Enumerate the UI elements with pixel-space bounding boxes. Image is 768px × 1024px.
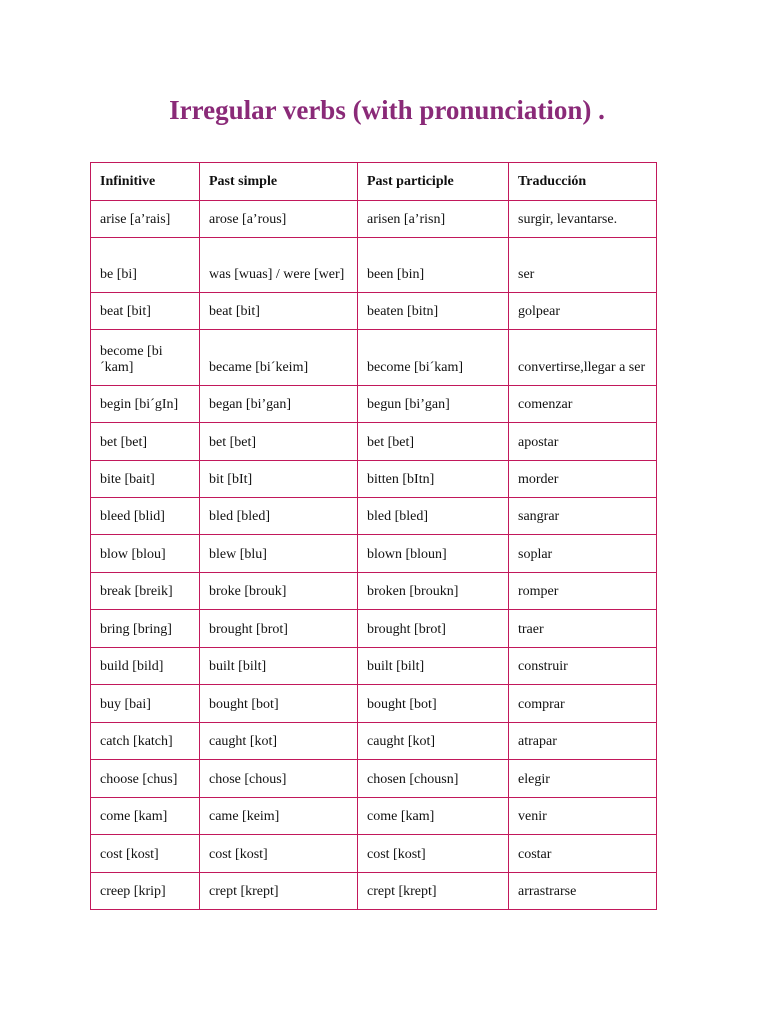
cell-past-simple: cost [kost]	[200, 835, 358, 873]
cell-past-participle: been [bin]	[358, 238, 509, 293]
header-infinitive: Infinitive	[91, 163, 200, 201]
cell-past-simple: broke [brouk]	[200, 573, 358, 610]
table-row	[91, 610, 657, 648]
table-row	[91, 201, 657, 238]
irregular-verbs-table	[90, 162, 657, 910]
cell-past-simple: blew [blu]	[200, 535, 358, 573]
cell-infinitive: begin [bi´gIn]	[91, 386, 200, 423]
cell-infinitive: creep [krip]	[91, 873, 200, 910]
cell-past-participle: become [bi´kam]	[358, 330, 509, 386]
cell-infinitive: buy [bai]	[91, 685, 200, 723]
table-row	[91, 386, 657, 423]
cell-past-simple: caught [kot]	[200, 723, 358, 760]
cell-past-participle: built [bilt]	[358, 648, 509, 685]
cell-traduccion: traer	[509, 610, 657, 648]
cell-infinitive: bite [bait]	[91, 461, 200, 498]
cell-past-simple: bit [bIt]	[200, 461, 358, 498]
cell-infinitive: beat [bit]	[91, 293, 200, 330]
header-past-simple: Past simple	[200, 163, 358, 201]
cell-past-participle: bled [bled]	[358, 498, 509, 535]
cell-past-simple: came [keim]	[200, 798, 358, 835]
cell-past-simple: bet [bet]	[200, 423, 358, 461]
cell-traduccion: atrapar	[509, 723, 657, 760]
cell-past-participle: blown [bloun]	[358, 535, 509, 573]
cell-past-simple: became [bi´keim]	[200, 330, 358, 386]
table-row	[91, 238, 657, 293]
table-row	[91, 535, 657, 573]
cell-infinitive: bet [bet]	[91, 423, 200, 461]
cell-past-simple: arose [a’rous]	[200, 201, 358, 238]
cell-infinitive: choose [chus]	[91, 760, 200, 798]
cell-traduccion: comprar	[509, 685, 657, 723]
table-row	[91, 760, 657, 798]
cell-infinitive: bring [bring]	[91, 610, 200, 648]
cell-past-participle: bought [bot]	[358, 685, 509, 723]
cell-traduccion: romper	[509, 573, 657, 610]
cell-traduccion: comenzar	[509, 386, 657, 423]
table-row	[91, 648, 657, 685]
table-row	[91, 685, 657, 723]
cell-past-simple: bought [bot]	[200, 685, 358, 723]
header-traduccion: Traducción	[509, 163, 657, 201]
table-header-row	[91, 163, 657, 201]
cell-traduccion: golpear	[509, 293, 657, 330]
cell-past-participle: crept [krept]	[358, 873, 509, 910]
cell-traduccion: ser	[509, 238, 657, 293]
table-row	[91, 835, 657, 873]
cell-traduccion: apostar	[509, 423, 657, 461]
table-row	[91, 498, 657, 535]
cell-past-simple: bled [bled]	[200, 498, 358, 535]
cell-past-participle: come [kam]	[358, 798, 509, 835]
cell-past-participle: chosen [chousn]	[358, 760, 509, 798]
table-row	[91, 798, 657, 835]
cell-past-simple: began [bi’gan]	[200, 386, 358, 423]
cell-past-simple: chose [chous]	[200, 760, 358, 798]
cell-past-participle: bet [bet]	[358, 423, 509, 461]
cell-past-participle: brought [brot]	[358, 610, 509, 648]
table-row	[91, 330, 657, 386]
cell-past-participle: broken [broukn]	[358, 573, 509, 610]
cell-traduccion: soplar	[509, 535, 657, 573]
cell-infinitive: build [bild]	[91, 648, 200, 685]
table-row	[91, 723, 657, 760]
cell-infinitive: cost [kost]	[91, 835, 200, 873]
cell-past-simple: was [wuas] / were [wer]	[200, 238, 358, 293]
table-row	[91, 293, 657, 330]
cell-traduccion: morder	[509, 461, 657, 498]
cell-traduccion: convertirse,llegar a ser	[509, 330, 657, 386]
cell-past-participle: bitten [bItn]	[358, 461, 509, 498]
cell-traduccion: costar	[509, 835, 657, 873]
cell-past-participle: begun [bi’gan]	[358, 386, 509, 423]
cell-infinitive: come [kam]	[91, 798, 200, 835]
table-row	[91, 873, 657, 910]
cell-past-participle: caught [kot]	[358, 723, 509, 760]
cell-past-simple: beat [bit]	[200, 293, 358, 330]
cell-past-participle: arisen [a’risn]	[358, 201, 509, 238]
cell-infinitive: catch [katch]	[91, 723, 200, 760]
cell-infinitive: arise [a’rais]	[91, 201, 200, 238]
table-row	[91, 423, 657, 461]
cell-past-simple: brought [brot]	[200, 610, 358, 648]
cell-traduccion: venir	[509, 798, 657, 835]
cell-traduccion: construir	[509, 648, 657, 685]
header-past-participle: Past participle	[358, 163, 509, 201]
cell-infinitive: become [bi´kam]	[91, 330, 200, 386]
cell-traduccion: elegir	[509, 760, 657, 798]
cell-infinitive: bleed [blid]	[91, 498, 200, 535]
cell-traduccion: sangrar	[509, 498, 657, 535]
cell-infinitive: be [bi]	[91, 238, 200, 293]
page-title: Irregular verbs (with pronunciation) .	[169, 95, 605, 125]
cell-traduccion: surgir, levantarse.	[509, 201, 657, 238]
table-row	[91, 573, 657, 610]
cell-past-participle: cost [kost]	[358, 835, 509, 873]
cell-past-simple: crept [krept]	[200, 873, 358, 910]
cell-infinitive: blow [blou]	[91, 535, 200, 573]
cell-traduccion: arrastrarse	[509, 873, 657, 910]
cell-infinitive: break [breik]	[91, 573, 200, 610]
cell-past-participle: beaten [bitn]	[358, 293, 509, 330]
table-row	[91, 461, 657, 498]
cell-past-simple: built [bilt]	[200, 648, 358, 685]
